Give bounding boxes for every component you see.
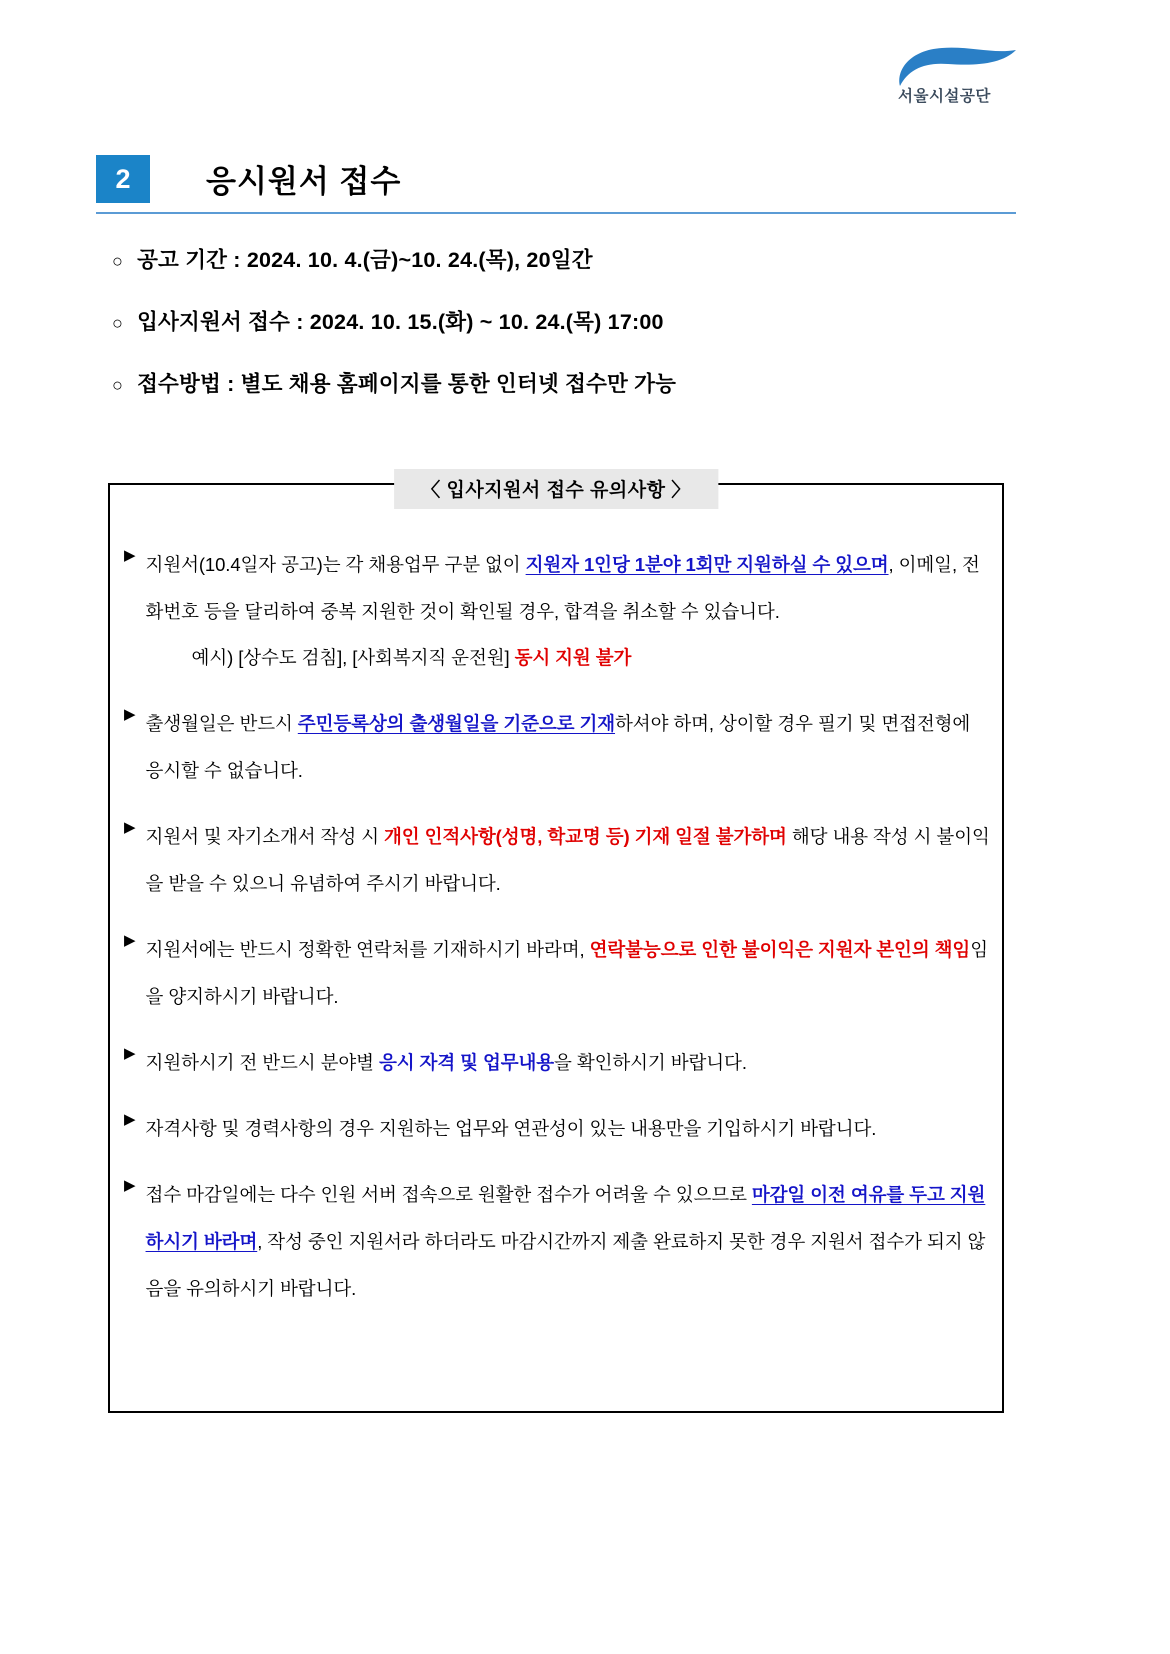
schedule-item-label: 접수방법 : 별도 채용 홈페이지를 통한 인터넷 접수만 가능 bbox=[137, 372, 677, 396]
triangle-bullet-icon: ▶ bbox=[124, 1177, 136, 1194]
notice-text-segment: 지원하시기 전 반드시 분야별 bbox=[145, 1052, 379, 1073]
circle-bullet-icon: ○ bbox=[112, 375, 124, 395]
notice-text-segment: 임을 양지하시기 바랍니다. bbox=[145, 939, 988, 1007]
schedule-item-label: 입사지원서 접수 : 2024. 10. 15.(화) ~ 10. 24.(목) 17:00 bbox=[137, 310, 664, 334]
note-birthdate bbox=[124, 700, 990, 794]
notice-text-segment: 주민등록상의 출생월일을 기준으로 기재 bbox=[297, 713, 616, 734]
notice-text-segment: 개인 인적사항(성명, 학교명 등) 기재 일절 불가하며 bbox=[384, 826, 787, 847]
triangle-bullet-icon: ▶ bbox=[124, 547, 136, 564]
triangle-bullet-icon: ▶ bbox=[124, 1045, 136, 1062]
notice-example-text bbox=[192, 635, 990, 681]
notice-text-segment: 지원서에는 반드시 정확한 연락처를 기재하시기 바라며, bbox=[145, 939, 590, 960]
notice-text-segment: , 작성 중인 지원서라 하더라도 마감시간까지 제출 완료하지 못한 경우 지원서 접수가 되지 않음을 유의하시기 바랍니다. bbox=[145, 1231, 986, 1299]
section-header bbox=[96, 155, 1076, 217]
schedule-item-application-method bbox=[112, 367, 1062, 398]
note-contact bbox=[124, 926, 990, 1020]
notice-text-segment: 출생월일은 반드시 bbox=[145, 713, 298, 734]
triangle-bullet-icon: ▶ bbox=[124, 706, 136, 723]
notice-text-segment: , 이메일, 전화번호 등을 달리하여 중복 지원한 것이 확인될 경우, 합격을 취소할 수 있습니다. bbox=[145, 554, 980, 622]
schedule-list bbox=[112, 243, 1062, 429]
notice-text bbox=[146, 1171, 990, 1312]
notice-text-segment: 하셔야 하며, 상이할 경우 필기 및 면접전형에 응시할 수 없습니다. bbox=[145, 713, 971, 781]
section-number-badge: 2 bbox=[96, 155, 150, 203]
notice-text-segment: 을 확인하시기 바랍니다. bbox=[554, 1052, 747, 1073]
organization-logo bbox=[892, 44, 1022, 114]
logo-wordmark: 서울시설공단 bbox=[898, 88, 991, 105]
notice-example-segment: 예시) [상수도 검침], [사회복지직 운전원] bbox=[191, 647, 515, 668]
note-duplicate-application bbox=[124, 541, 990, 681]
note-personal-info bbox=[124, 813, 990, 907]
notice-box-caption: 〈 입사지원서 접수 유의사항 〉 bbox=[394, 469, 718, 509]
circle-bullet-icon: ○ bbox=[112, 251, 124, 271]
notice-text bbox=[146, 813, 990, 907]
logo-swoosh-icon bbox=[892, 44, 1022, 88]
notice-text-segment: 자격사항 및 경력사항의 경우 지원하는 업무와 연관성이 있는 내용만을 기입하시기 바랍니다. bbox=[145, 1118, 877, 1139]
notice-text-segment: 마감일 이전 여유를 두고 지원하시기 바라며 bbox=[145, 1184, 986, 1252]
notice-text-segment: 연락불능으로 인한 불이익은 지원자 본인의 책임 bbox=[589, 939, 971, 960]
notice-example-segment: 동시 지원 불가 bbox=[514, 647, 632, 668]
notice-text bbox=[146, 926, 990, 1020]
triangle-bullet-icon: ▶ bbox=[124, 819, 136, 836]
triangle-bullet-icon: ▶ bbox=[124, 932, 136, 949]
schedule-item-announcement-period bbox=[112, 243, 1062, 274]
schedule-item-label: 공고 기간 : 2024. 10. 4.(금)~10. 24.(목), 20일간 bbox=[137, 248, 593, 272]
notice-text bbox=[146, 541, 990, 681]
notice-box bbox=[108, 480, 1004, 1413]
notice-text-segment: 응시 자격 및 업무내용 bbox=[378, 1052, 555, 1073]
notice-text-segment: 해당 내용 작성 시 불이익을 받을 수 있으니 유념하여 주시기 바랍니다. bbox=[145, 826, 990, 894]
notice-list bbox=[124, 541, 990, 1331]
notice-text-segment: 지원서(10.4일자 공고)는 각 채용업무 구분 없이 bbox=[145, 554, 526, 575]
notice-text-segment: 지원자 1인당 1분야 1회만 지원하실 수 있으며 bbox=[525, 554, 889, 575]
schedule-item-application-period bbox=[112, 305, 1062, 336]
notice-text bbox=[146, 700, 990, 794]
note-deadline bbox=[124, 1171, 990, 1312]
notice-text bbox=[146, 1039, 990, 1086]
note-career-relevance bbox=[124, 1105, 990, 1152]
triangle-bullet-icon: ▶ bbox=[124, 1111, 136, 1128]
notice-text bbox=[146, 1105, 990, 1152]
note-qualification bbox=[124, 1039, 990, 1086]
notice-text-segment: 접수 마감일에는 다수 인원 서버 접속으로 원활한 접수가 어려울 수 있으므로 bbox=[145, 1184, 752, 1205]
circle-bullet-icon: ○ bbox=[112, 313, 124, 333]
section-divider bbox=[96, 212, 1016, 214]
page-title: 응시원서 접수 bbox=[206, 164, 402, 199]
notice-text-segment: 지원서 및 자기소개서 작성 시 bbox=[145, 826, 384, 847]
